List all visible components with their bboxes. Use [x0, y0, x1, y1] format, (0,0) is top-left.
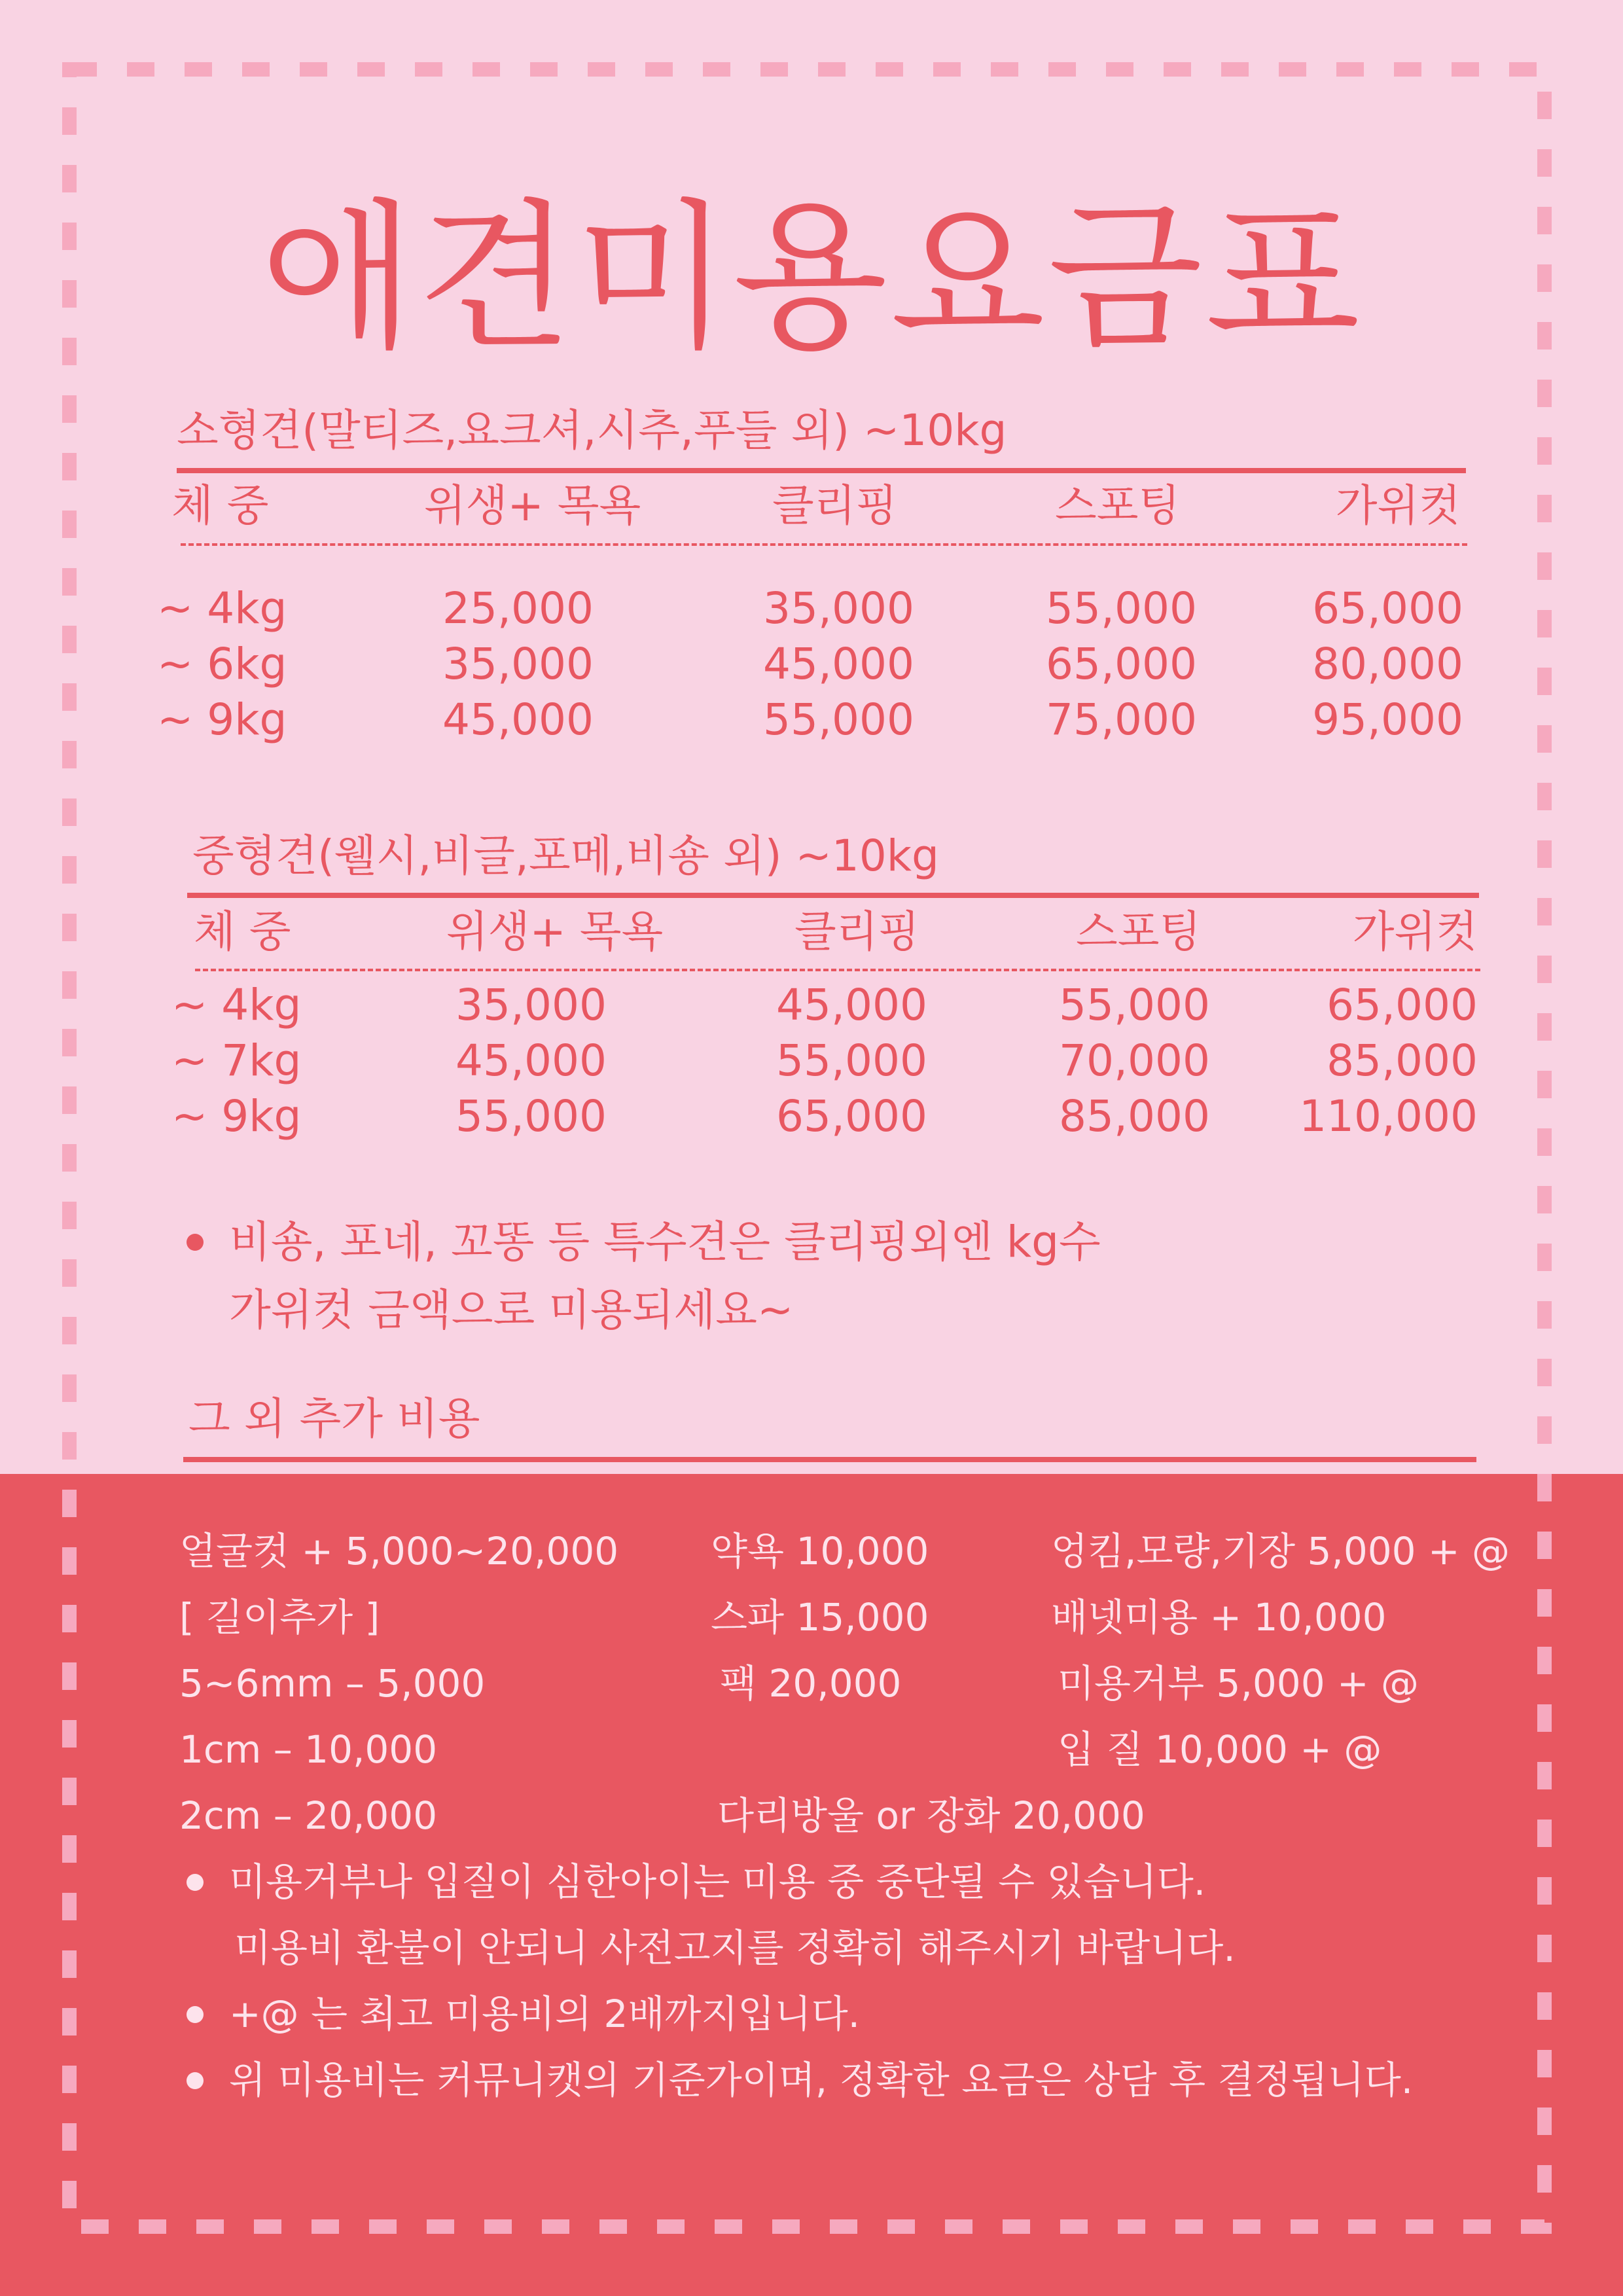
price-cell: 75,000 — [1046, 694, 1197, 745]
col-header-scissor: 가위컷 — [1335, 480, 1461, 531]
price-cell: 25,000 — [442, 583, 594, 634]
price-cell: 35,000 — [763, 583, 914, 634]
price-cell: 65,000 — [1046, 639, 1197, 689]
price-cell: 95,000 — [1312, 694, 1463, 745]
col-header-clipping: 클리핑 — [794, 906, 920, 957]
col-header-bath: 위생+ 목욕 — [424, 480, 641, 531]
extra-item: 약욕 10,000 — [711, 1529, 929, 1573]
notice-2: +@ 는 최고 미용비의 2배까지입니다. — [229, 1992, 861, 2036]
price-cell: 45,000 — [442, 694, 594, 745]
extra-item: 엉킴,모량,기장 5,000 + @ — [1051, 1529, 1510, 1573]
col-header-sporting: 스포팅 — [1076, 906, 1202, 957]
col-header-scissor: 가위컷 — [1352, 906, 1478, 957]
notice-1-line2: 미용비 환불이 안되니 사전고지를 정확히 해주시기 바랍니다. — [234, 1926, 1236, 1970]
extra-item: [ 길이추가 ] — [179, 1595, 380, 1640]
extra-item: 팩 20,000 — [720, 1661, 902, 1706]
col-header-sporting: 스포팅 — [1055, 480, 1181, 531]
notice-3: 위 미용비는 커뮤니캣의 기준가이며, 정확한 요금은 상담 후 결정됩니다. — [229, 2058, 1414, 2102]
medium-dog-heading: 중형견(웰시,비글,포메,비숑 외) ~10kg — [192, 831, 939, 881]
extra-item: 2cm – 20,000 — [179, 1793, 438, 1838]
price-cell: 110,000 — [1299, 1091, 1478, 1141]
bullet-icon — [187, 2006, 204, 2023]
extra-item: 1cm – 10,000 — [179, 1727, 438, 1772]
extra-item: 스파 15,000 — [711, 1595, 929, 1640]
col-header-weight: 체 중 — [171, 480, 269, 531]
price-cell: 55,000 — [763, 694, 914, 745]
extra-costs-rule — [183, 1457, 1476, 1462]
extra-item: 다리방울 or 장화 20,000 — [717, 1793, 1145, 1838]
price-cell: 80,000 — [1312, 639, 1463, 689]
price-cell: 55,000 — [455, 1091, 607, 1141]
special-note-line2: 가위컷 금액으로 미용되세요~ — [229, 1285, 794, 1335]
small-dog-top-rule — [177, 468, 1466, 473]
extra-item: 5~6mm – 5,000 — [179, 1661, 486, 1706]
weight-cell: ~ 7kg — [171, 1035, 302, 1086]
weight-cell: ~ 9kg — [157, 694, 287, 745]
price-cell: 65,000 — [1312, 583, 1463, 634]
price-cell: 45,000 — [776, 980, 927, 1030]
price-cell: 35,000 — [442, 639, 594, 689]
bullet-icon — [187, 1234, 204, 1251]
price-cell: 55,000 — [1059, 980, 1210, 1030]
weight-cell: ~ 9kg — [171, 1091, 302, 1141]
extra-item: 배넷미용 + 10,000 — [1051, 1595, 1387, 1640]
col-header-bath: 위생+ 목욕 — [446, 906, 664, 957]
notice-1-line1: 미용거부나 입질이 심한아이는 미용 중 중단될 수 있습니다. — [229, 1859, 1206, 1904]
small-dog-dashed-rule — [181, 543, 1467, 546]
small-dog-heading: 소형견(말티즈,요크셔,시추,푸들 외) ~10kg — [177, 405, 1007, 456]
price-cell: 45,000 — [763, 639, 914, 689]
extra-item: 미용거부 5,000 + @ — [1058, 1661, 1419, 1706]
weight-cell: ~ 6kg — [157, 639, 287, 689]
price-cell: 55,000 — [776, 1035, 927, 1086]
price-cell: 65,000 — [1327, 980, 1478, 1030]
medium-dog-dashed-rule — [195, 969, 1480, 971]
special-note-line1: 비숑, 포네, 꼬똥 등 특수견은 클리핑외엔 kg수 — [229, 1217, 1101, 1267]
extra-item: 얼굴컷 + 5,000~20,000 — [179, 1529, 619, 1573]
bullet-icon — [187, 2072, 204, 2089]
extra-item: 입 질 10,000 + @ — [1058, 1727, 1382, 1772]
price-cell: 65,000 — [776, 1091, 927, 1141]
bullet-icon — [187, 1874, 204, 1891]
page-title: 애견미용요금표 — [260, 185, 1363, 371]
weight-cell: ~ 4kg — [157, 583, 287, 634]
price-cell: 45,000 — [455, 1035, 607, 1086]
price-cell: 35,000 — [455, 980, 607, 1030]
price-cell: 85,000 — [1059, 1091, 1210, 1141]
col-header-clipping: 클리핑 — [772, 480, 898, 531]
price-cell: 55,000 — [1046, 583, 1197, 634]
price-cell: 85,000 — [1327, 1035, 1478, 1086]
price-cell: 70,000 — [1059, 1035, 1210, 1086]
medium-dog-top-rule — [187, 893, 1479, 898]
extra-costs-heading: 그 외 추가 비용 — [188, 1393, 480, 1444]
col-header-weight: 체 중 — [194, 906, 291, 957]
weight-cell: ~ 4kg — [171, 980, 302, 1030]
